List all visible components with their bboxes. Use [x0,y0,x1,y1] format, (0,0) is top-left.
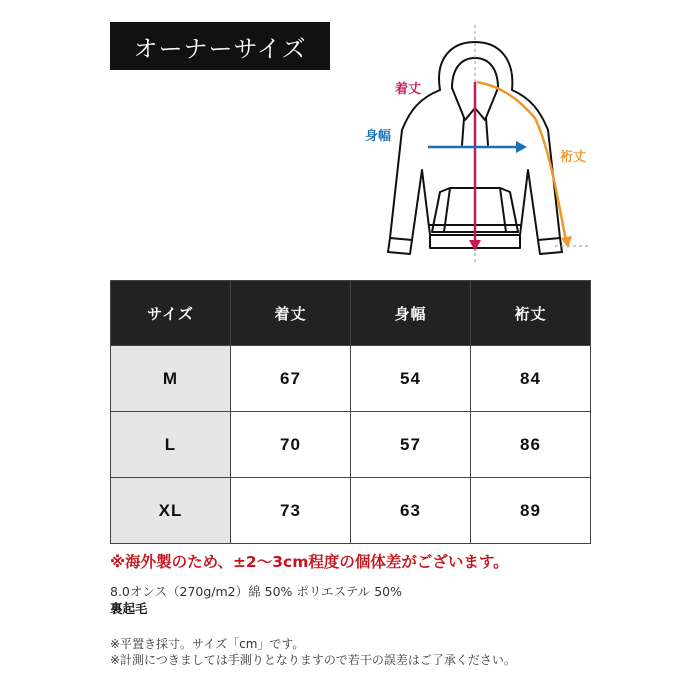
header-width: 身幅 [351,281,471,346]
table-row [111,346,591,412]
header-sleeve: 裄丈 [471,281,591,346]
hand-measure-note: ※計測につきましては手測りとなりますので若干の誤差はご了承ください。 [110,653,516,667]
length-cell: 67 [231,346,351,412]
table-row [111,412,591,478]
width-cell: 63 [351,478,471,544]
size-table [110,280,591,544]
length-cell: 73 [231,478,351,544]
hoodie-outline-illustration [340,20,640,270]
hoodie-diagram [340,20,640,270]
lining-spec: 裏起毛 [110,601,148,616]
size-cell: L [111,412,231,478]
size-cell: XL [111,478,231,544]
sleeve-cell: 86 [471,412,591,478]
width-cell: 57 [351,412,471,478]
header-size: サイズ [111,281,231,346]
sleeve-cell: 89 [471,478,591,544]
size-cell: M [111,346,231,412]
table-header-row [111,281,591,346]
overseas-variance-note: ※海外製のため、±2～3cm程度の個体差がございます。 [110,553,509,571]
page-title: オーナーサイズ [110,22,330,70]
flat-measure-note: ※平置き採寸。サイズ「cm」です。 [110,637,305,651]
header-length: 着丈 [231,281,351,346]
table-row [111,478,591,544]
width-label: 身幅 [365,129,392,144]
fabric-spec: 8.0オンス（270g/m2）綿 50% ポリエステル 50% [110,584,403,599]
length-label: 着丈 [395,82,422,97]
width-cell: 54 [351,346,471,412]
sleeve-cell: 84 [471,346,591,412]
length-cell: 70 [231,412,351,478]
sleeve-label: 裄丈 [560,150,587,165]
